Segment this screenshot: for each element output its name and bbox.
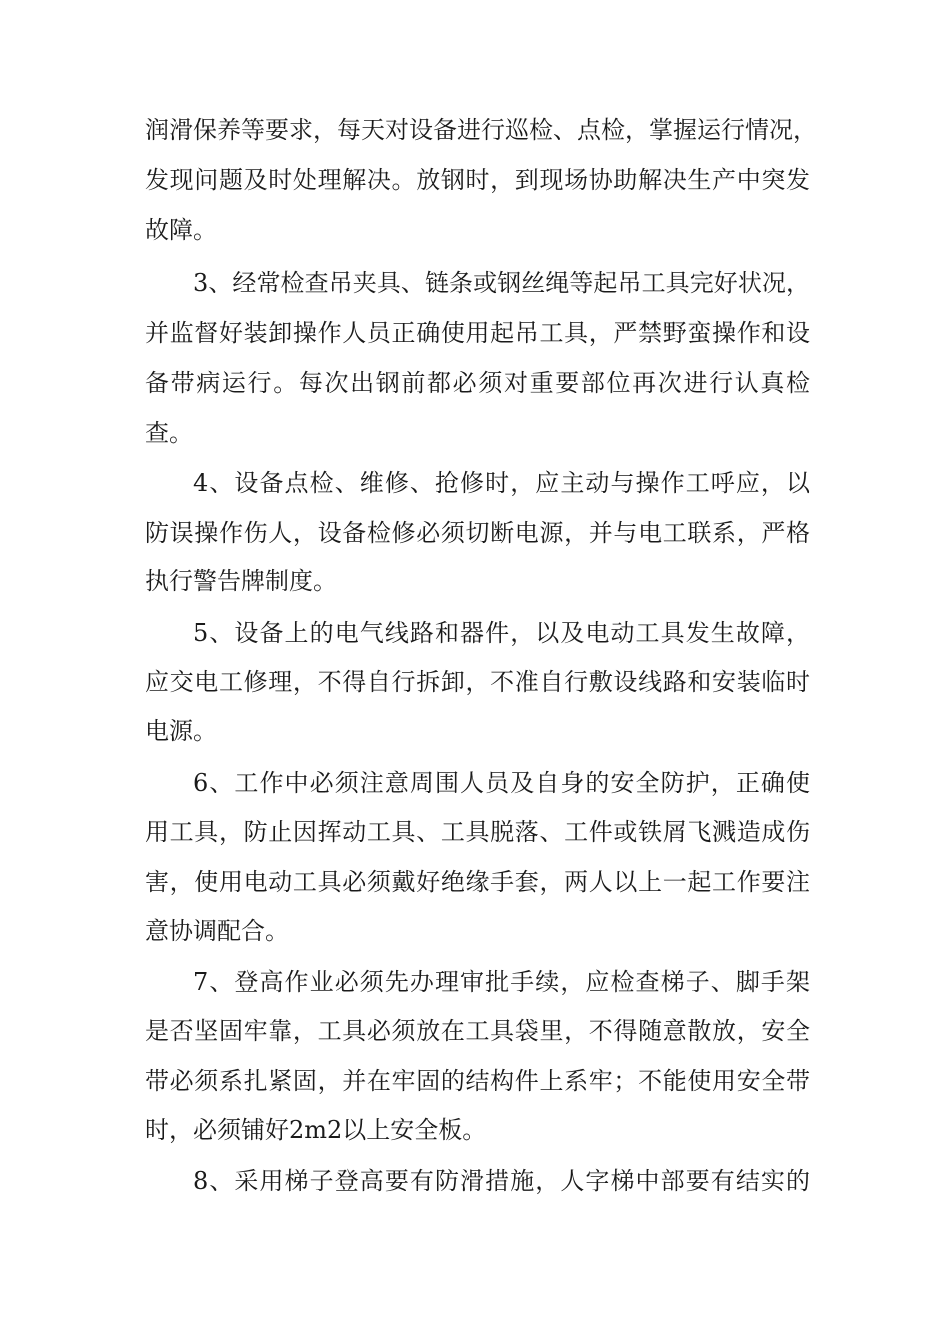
paragraph-first-line: 8、采用梯子登高要有防滑措施，人字梯中部要有结实的 (193, 1167, 810, 1195)
text-line: 故障。 (145, 216, 217, 244)
text-line: 查。 (145, 419, 193, 447)
text-line: 是否坚固牢靠，工具必须放在工具袋里，不得随意散放，安全 (145, 1017, 810, 1045)
paragraph-first-line: 7、登高作业必须先办理审批手续，应检查梯子、脚手架 (193, 968, 810, 996)
text-line: 害，使用电动工具必须戴好绝缘手套，两人以上一起工作要注 (145, 868, 810, 896)
text-line: 备带病运行。每次出钢前都必须对重要部位再次进行认真检 (145, 369, 810, 397)
text-line: 防误操作伤人，设备检修必须切断电源，并与电工联系，严格 (145, 519, 810, 547)
text-line: 润滑保养等要求，每天对设备进行巡检、点检，掌握运行情况， (145, 116, 817, 144)
paragraph-first-line: 5、设备上的电气线路和器件，以及电动工具发生故障， (193, 619, 810, 647)
text-line: 电源。 (145, 717, 217, 745)
text-line: 执行警告牌制度。 (145, 567, 337, 595)
text-line: 发现问题及时处理解决。放钢时，到现场协助解决生产中突发 (145, 166, 810, 194)
text-line: 意协调配合。 (145, 917, 289, 945)
text-line: 用工具，防止因挥动工具、工具脱落、工件或铁屑飞溅造成伤 (145, 818, 810, 846)
paragraph-first-line: 6、工作中必须注意周围人员及自身的安全防护，正确使 (193, 769, 810, 797)
text-line: 并监督好装卸操作人员正确使用起吊工具，严禁野蛮操作和设 (145, 319, 810, 347)
text-line: 时，必须铺好2m2以上安全板。 (145, 1116, 487, 1144)
text-line: 带必须系扎紧固，并在牢固的结构件上系牢；不能使用安全带 (145, 1067, 810, 1095)
paragraph-first-line: 3、经常检查吊夹具、链条或钢丝绳等起吊工具完好状况， (193, 269, 810, 297)
text-line: 应交电工修理，不得自行拆卸，不准自行敷设线路和安装临时 (145, 668, 810, 696)
paragraph-first-line: 4、设备点检、维修、抢修时，应主动与操作工呼应，以 (193, 469, 810, 497)
